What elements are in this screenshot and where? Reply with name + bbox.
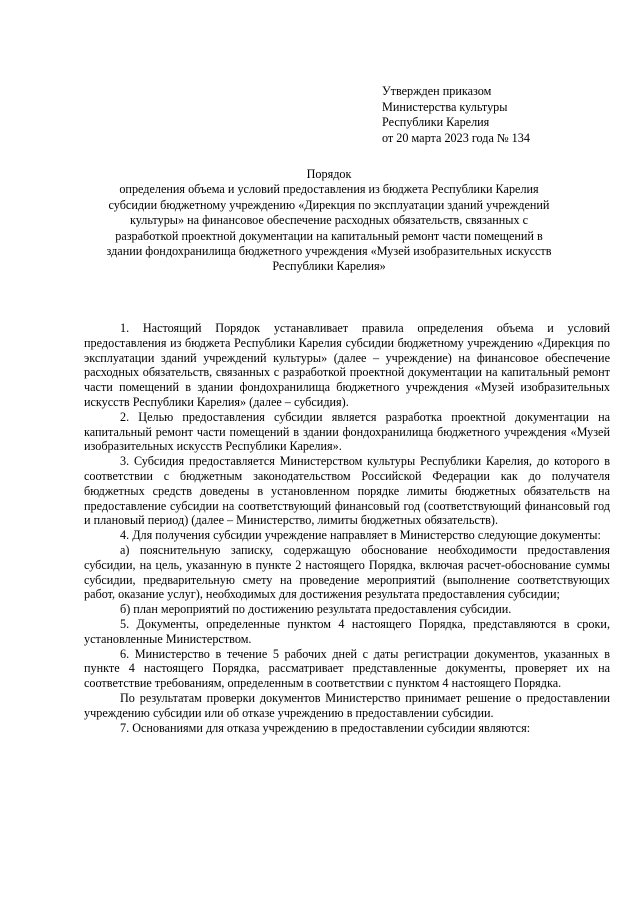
title-line: культуры» на финансовое обеспечение расходных обязательств, связанных с: [129, 213, 529, 228]
approval-stamp: [382, 84, 622, 146]
paragraph-4: 4. Для получения субсидии учреждение направляет в Министерство следующие документы:: [120, 528, 601, 543]
title-line: определения объема и условий предоставления из бюджета Республики Карелия: [119, 182, 539, 197]
approval-line: от 20 марта 2023 года № 134: [382, 130, 530, 145]
paragraph-1: 1. Настоящий Порядок устанавливает правила определения объема и условий предоставления из бюджета Республики Карелия субсидии бюджетному учреждению «Дирекция по эксплуатации зданий учреждений культуры» (далее – учреждение) на финансовое обеспечение расходных обязательств, связанных с разработкой проектной документации на капитальный ремонт части помещений в здании фондохранилища бюджетного учреждения «Музей изобразительных искусств Республики Карелия» (далее – субсидия).: [84, 321, 610, 409]
paragraph-4a: а) пояснительную записку, содержащую обоснование необходимости предоставления субсидии, на цель, указанную в пункте 2 настоящего Порядка, включая расчет-обоснование суммы субсидии, предварительную смету на проведение мероприятий (выполнение соответствующих работ, оказание услуг), необходимых для достижения результата предоставления субсидии;: [84, 542, 610, 602]
paragraph-6-decision: По результатам проверки документов Министерство принимает решение о предоставлении учреждению субсидии или об отказе учреждению в предоставлении субсидии.: [84, 690, 610, 720]
title-line: разработкой проектной документации на капитальный ремонт части помещений в: [115, 228, 543, 243]
title-line: здании фондохранилища бюджетного учреждения «Музей изобразительных искусств: [106, 244, 552, 259]
approval-line: Утвержден приказом: [382, 84, 492, 98]
document-body: [84, 321, 610, 735]
paragraph-6: 6. Министерство в течение 5 рабочих дней с даты регистрации документов, указанных в пункте 4 настоящего Порядка, рассматривает представленные документы, проверяет их на соответствие требованиям, определенным в соответствии с пунктом 4 настоящего Порядка.: [84, 646, 610, 691]
approval-line: Министерства культуры: [382, 99, 508, 114]
document-title: [80, 167, 578, 275]
paragraph-5: 5. Документы, определенные пунктом 4 настоящего Порядка, представляются в сроки, установленные Министерством.: [84, 616, 610, 646]
title-line: Республики Карелия»: [272, 259, 386, 274]
title-line: субсидии бюджетному учреждению «Дирекция по эксплуатации зданий учреждений: [108, 197, 550, 212]
approval-line: Республики Карелия: [382, 115, 490, 129]
paragraph-4b: б) план мероприятий по достижению результата предоставления субсидии.: [120, 602, 512, 617]
paragraph-2: 2. Целью предоставления субсидии является разработка проектной документации на капитальный ремонт части помещений в здании фондохранилища бюджетного учреждения «Музей изобразительных искусств Республики Карелия».: [84, 409, 610, 454]
title-heading: Порядок: [306, 167, 352, 181]
paragraph-7: 7. Основаниями для отказа учреждению в предоставлении субсидии являются:: [120, 720, 531, 735]
paragraph-3: 3. Субсидия предоставляется Министерством культуры Республики Карелия, до которого в соответствии с бюджетным законодательством Российской Федерации как до получателя бюджетных средств доведены в установленном порядке лимиты бюджетных обязательств на предоставление субсидии на соответствующий финансовый год (соответствующий финансовый год и плановый период) (далее – Министерство, лимиты бюджетных обязательств).: [84, 454, 610, 528]
